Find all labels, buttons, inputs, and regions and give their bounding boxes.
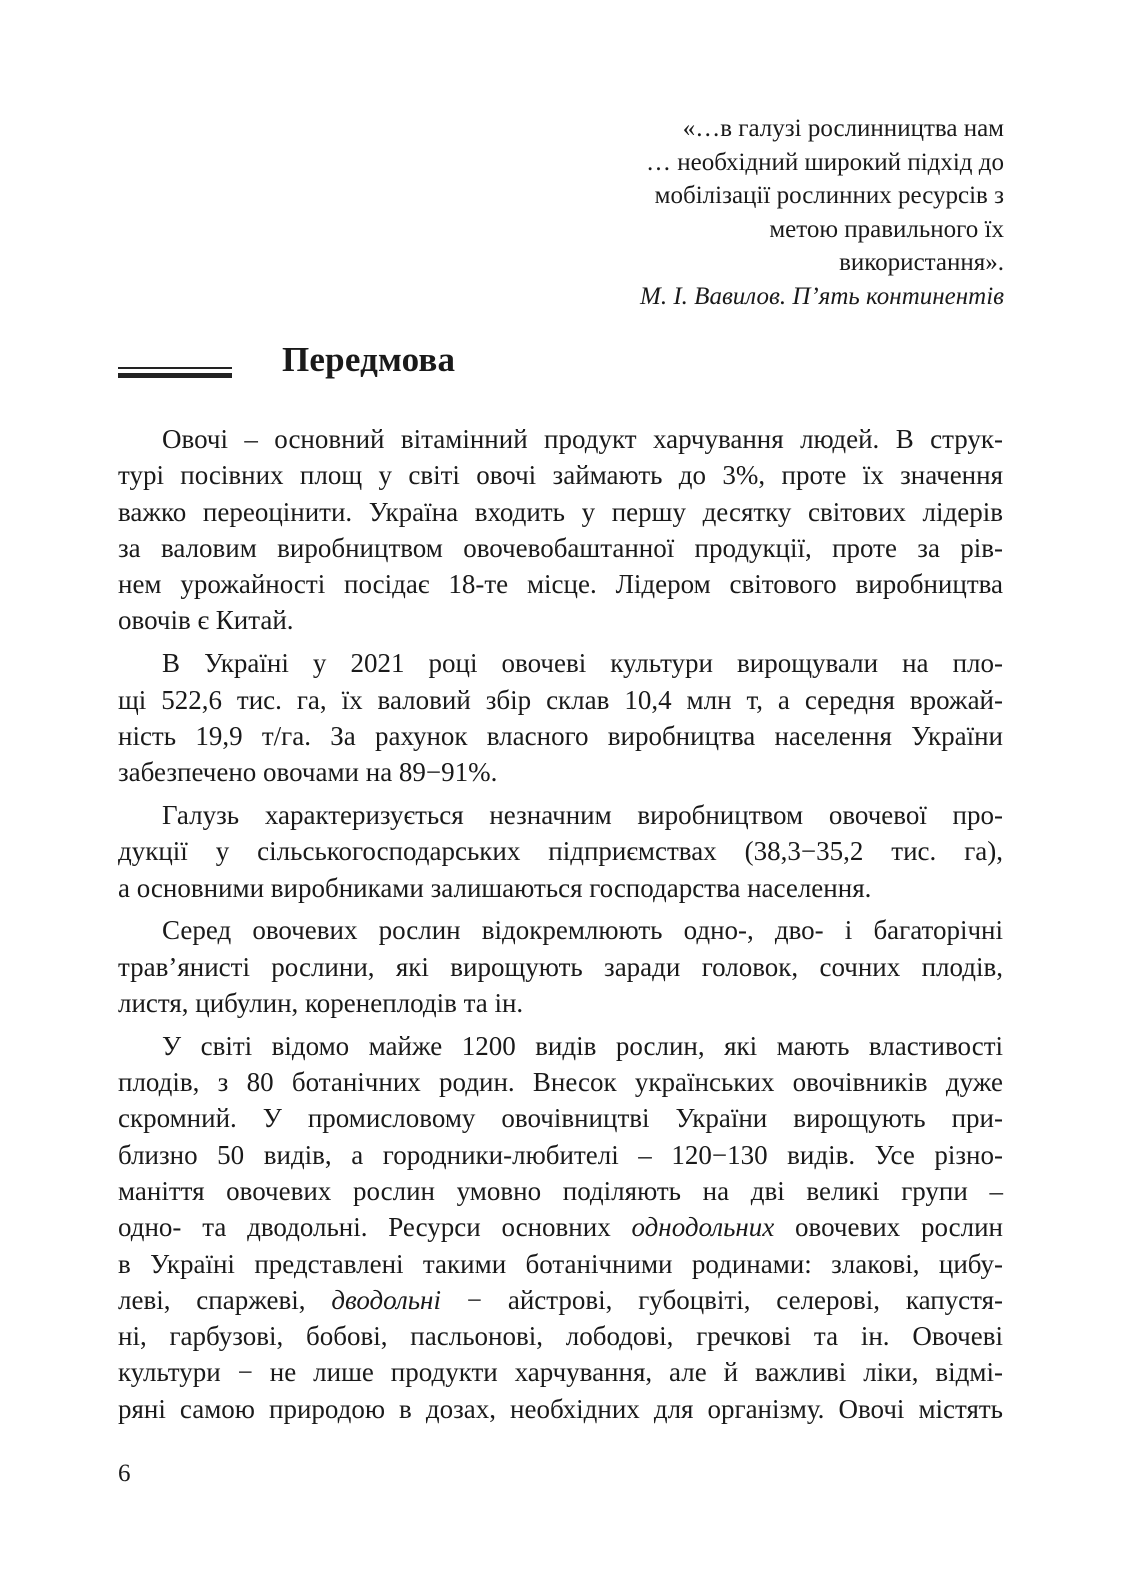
page-title: Передмова xyxy=(282,340,456,379)
text-line: культури − не лише продукти харчування, але й важливі ліки, відмі- xyxy=(118,1357,1003,1388)
paragraph xyxy=(118,797,1003,906)
text-line: за валовим виробництвом овочевобаштанної продукції, проте за рів- xyxy=(118,532,1003,563)
text-line xyxy=(118,1209,1003,1245)
text-line: дукції у сільськогосподарських підприємствах (38,3−35,2 тис. га), xyxy=(118,836,1003,867)
italic-term: однодольних xyxy=(631,1212,775,1243)
epigraph-line: «…в галузі рослинництва нам xyxy=(682,115,1004,142)
epigraph-source: М. І. Вавилов. П’ять континентів xyxy=(640,282,1004,310)
text-line: турі посівних площ у світі овочі займають до 3%, проте їх значення xyxy=(118,460,1003,491)
epigraph-line: метою правильного їх xyxy=(769,215,1004,243)
text-line: У світі відомо майже 1200 видів рослин, які мають властивості xyxy=(162,1030,1003,1061)
text-line: овочів є Китай. xyxy=(118,605,294,636)
text-line xyxy=(118,1282,1003,1318)
heading-double-rule xyxy=(118,367,232,379)
text-line: в Україні представлені такими ботанічними родинами: злакові, цибу- xyxy=(118,1248,1003,1279)
text-line: щі 522,6 тис. га, їх валовий збір склав 10,4 млн т, а середня врожай- xyxy=(118,684,1003,715)
body-text xyxy=(118,421,1003,1427)
text-line: нем урожайності посідає 18-те місце. Лідером світового виробництва xyxy=(118,569,1003,600)
text-line: Галузь характеризується незначним виробництвом овочевої про- xyxy=(162,799,1003,830)
paragraph xyxy=(118,912,1003,1021)
text-line: ність 19,9 т/га. За рахунок власного виробництва населення України xyxy=(118,720,1003,751)
text-line: трав’янисті рослини, які вирощують заради головок, сочних плодів, xyxy=(118,951,1003,982)
heading-rule-thick xyxy=(118,373,232,378)
text-line: а основними виробниками залишаються господарства населення. xyxy=(118,872,872,903)
text-fragment: одно- та дводольні. Ресурси основних xyxy=(118,1212,632,1243)
text-line: Овочі – основний вітамінний продукт харчування людей. В струк- xyxy=(162,424,1003,454)
text-line: листя, цибулин, коренеплодів та ін. xyxy=(118,987,524,1018)
text-line: ні, гарбузові, бобові, пасльонові, лободові, гречкові та ін. Овочеві xyxy=(118,1321,1003,1352)
text-line: важко переоцінити. Україна входить у першу десятку світових лідерів xyxy=(118,496,1003,527)
text-line: плодів, з 80 ботанічних родин. Внесок українських овочівників дуже xyxy=(118,1067,1003,1098)
text-fragment: овочевих рослин xyxy=(774,1212,1004,1243)
epigraph-line: використання». xyxy=(839,249,1004,276)
italic-term: дводольні xyxy=(331,1284,441,1315)
paragraph xyxy=(118,1028,1003,1427)
section-heading xyxy=(118,338,818,398)
heading-rule-thin xyxy=(118,367,232,369)
epigraph-line: … необхідний широкий підхід до xyxy=(645,148,1004,176)
text-fragment: − айстрові, губоцвіті, селерові, капустя- xyxy=(440,1284,1003,1315)
text-line: В Україні у 2021 році овочеві культури вирощували на пло- xyxy=(162,648,1003,679)
epigraph-line: мобілізації рослинних ресурсів з xyxy=(654,182,1004,209)
epigraph xyxy=(444,112,1004,313)
paragraph xyxy=(118,645,1003,790)
text-line: ряні самою природою в дозах, необхідних для організму. Овочі містять xyxy=(118,1393,1003,1424)
page-number: 6 xyxy=(118,1460,131,1487)
text-line: Серед овочевих рослин відокремлюють одно-, дво- і багаторічні xyxy=(162,915,1003,946)
text-line: скромний. У промисловому овочівництві України вирощують при- xyxy=(118,1103,1003,1134)
text-line: близно 50 видів, а городники-любителі – 120−130 видів. Усе різно- xyxy=(118,1139,1003,1170)
text-line: маніття овочевих рослин умовно поділяють на дві великі групи – xyxy=(118,1175,1003,1206)
text-fragment: леві, спаржеві, xyxy=(118,1284,332,1315)
text-line: забезпечено овочами на 89−91%. xyxy=(118,757,498,788)
paragraph xyxy=(118,421,1003,639)
